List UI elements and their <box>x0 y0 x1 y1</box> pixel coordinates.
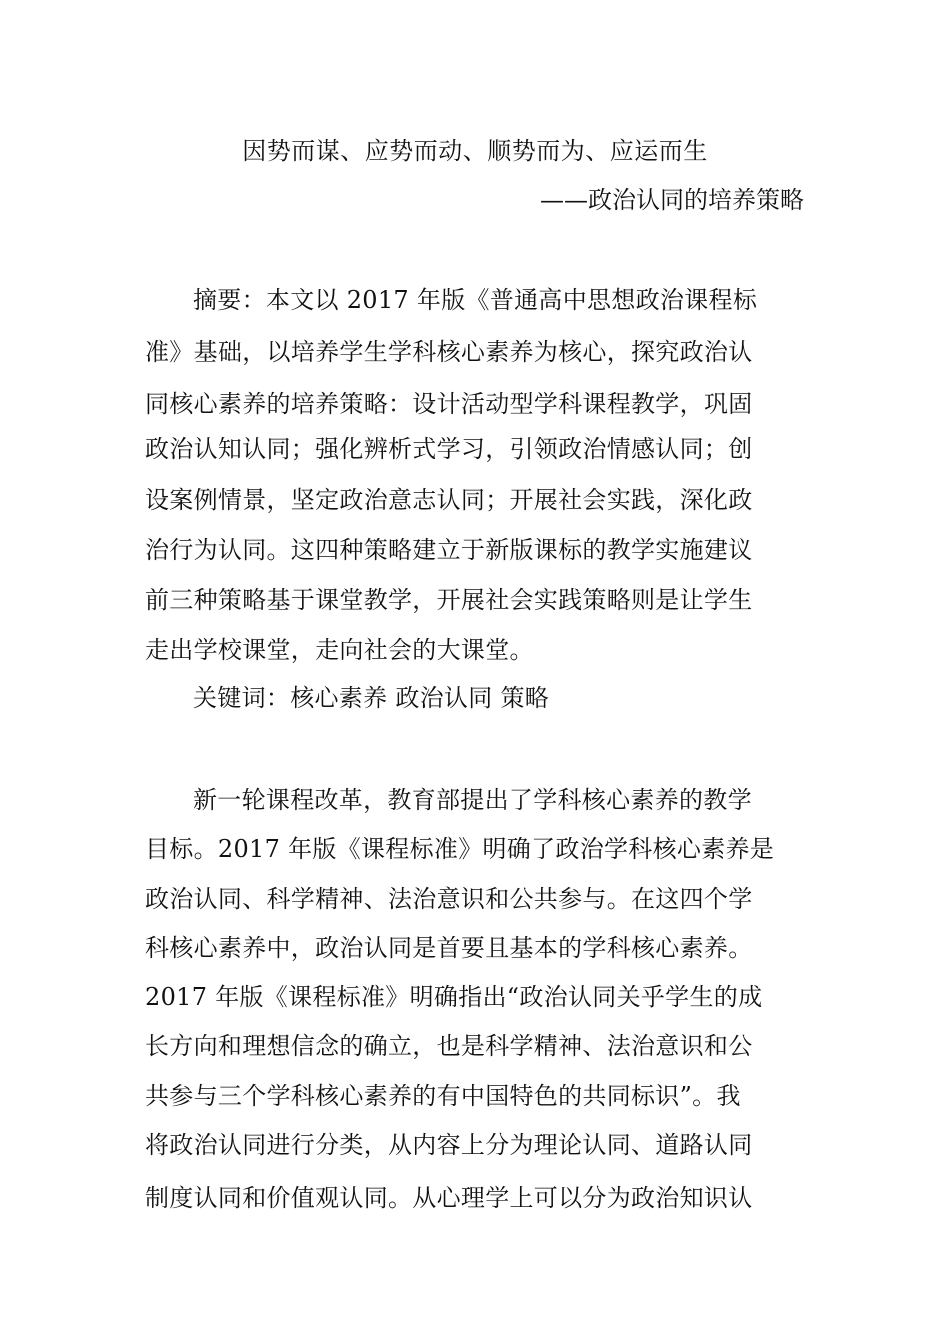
body-line: 制度认同和价值观认同。从心理学上可以分为政治知识认 <box>145 1184 753 1212</box>
abstract-line: 摘要：本文以 2017 年版《普通高中思想政治课程标 <box>193 286 758 314</box>
document-title: 因势而谋、应势而动、顺势而为、应运而生 <box>242 137 708 165</box>
body-line: 科核心素养中，政治认同是首要且基本的学科核心素养。 <box>145 934 753 962</box>
abstract-line: 同核心素养的培养策略：设计活动型学科课程教学，巩固 <box>145 390 753 418</box>
abstract-line: 准》基础，以培养学生学科核心素养为核心，探究政治认 <box>145 338 753 366</box>
abstract-line: 设案例情景，坚定政治意志认同；开展社会实践，深化政 <box>145 486 753 514</box>
abstract-line: 治行为认同。这四种策略建立于新版课标的教学实施建议 <box>145 536 753 564</box>
keywords-line: 关键词：核心素养 政治认同 策略 <box>193 684 550 712</box>
body-line: 长方向和理想信念的确立，也是科学精神、法治意识和公 <box>145 1032 753 1060</box>
abstract-line: 前三种策略基于课堂教学，开展社会实践策略则是让学生 <box>145 586 753 614</box>
body-line: 将政治认同进行分类，从内容上分为理论认同、道路认同 <box>145 1131 753 1159</box>
body-line: 政治认同、科学精神、法治意识和公共参与。在这四个学 <box>145 885 753 913</box>
body-line: 2017 年版《课程标准》明确指出“政治认同关乎学生的成 <box>145 983 763 1011</box>
body-line: 共参与三个学科核心素养的有中国特色的共同标识”。我 <box>145 1082 741 1110</box>
body-line: 新一轮课程改革，教育部提出了学科核心素养的教学 <box>193 786 752 814</box>
body-line: 目标。2017 年版《课程标准》明确了政治学科核心素养是 <box>145 835 775 863</box>
abstract-line: 政治认知认同；强化辨析式学习，引领政治情感认同；创 <box>145 435 753 463</box>
document-subtitle: ——政治认同的培养策略 <box>540 186 804 214</box>
abstract-line: 走出学校课堂，走向社会的大课堂。 <box>145 636 534 664</box>
